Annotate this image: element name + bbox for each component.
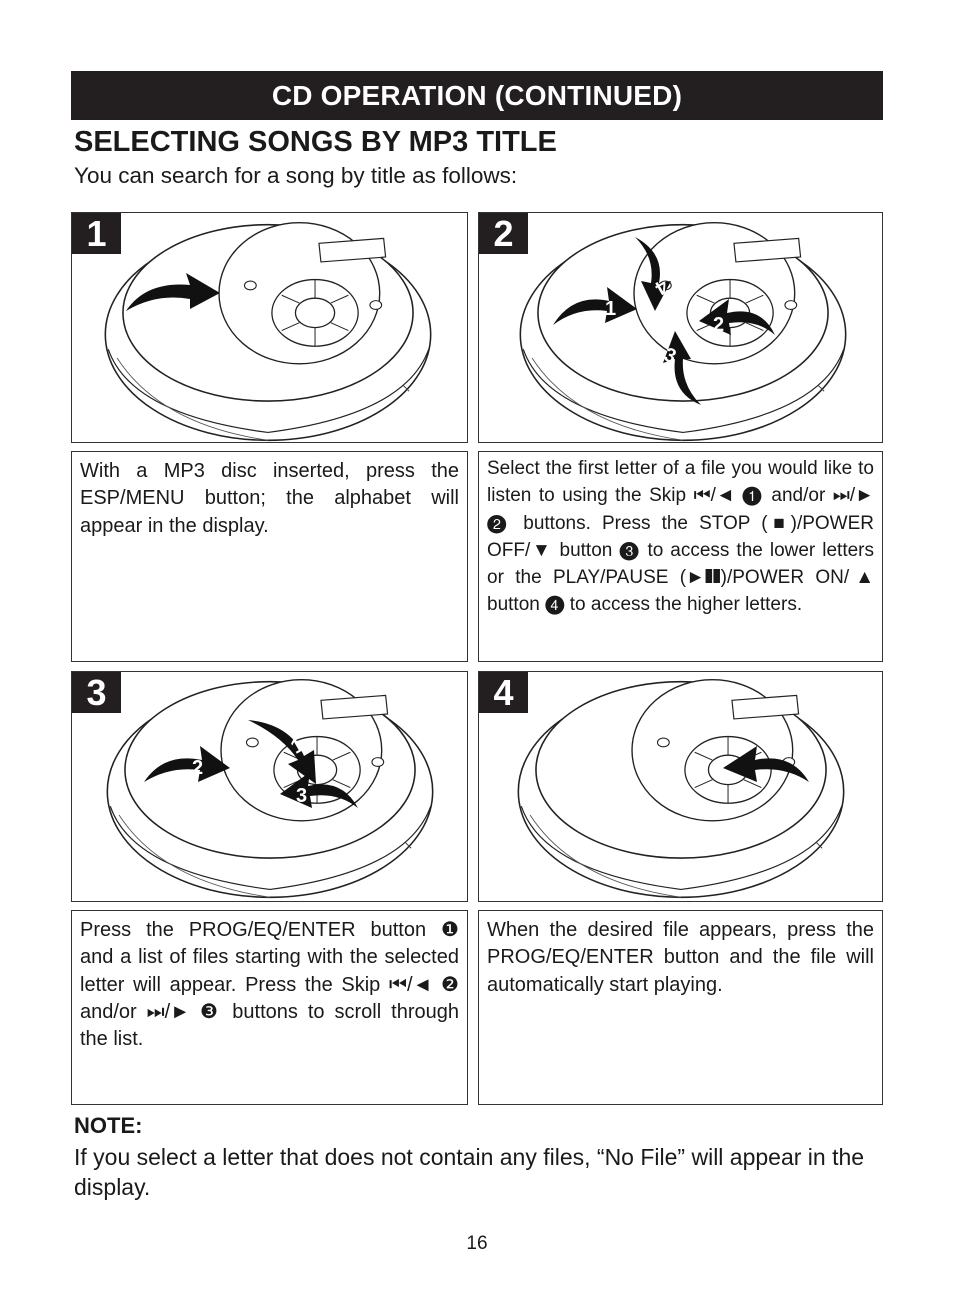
- step-1-description: [71, 451, 468, 662]
- step-3-text: Press the PROG/EQ/ENTER button ❶ and a list of files starting with the selected letter will appear. Press the Skip ⏮/◄ ❷ and/or ⏭/► ❸ buttons to scroll through the list.: [80, 919, 459, 1051]
- note-label: NOTE:: [74, 1113, 143, 1138]
- step-2-callout-4: 4: [651, 274, 672, 300]
- step-1-badge: 1: [72, 213, 121, 254]
- step-2-badge: 2: [479, 213, 528, 254]
- intro-text: You can search for a song by title as follows:: [74, 163, 518, 188]
- step-2-description: [478, 451, 883, 662]
- step-3-callout-2: 2: [192, 757, 204, 779]
- page-number: 16: [466, 1233, 488, 1254]
- section-banner: [71, 71, 883, 120]
- step-3-illustration: [71, 671, 468, 902]
- step-4-badge: 4: [479, 672, 528, 713]
- step-4-description: [478, 910, 883, 1105]
- step-4-text: When the desired file appears, press the PROG/EQ/ENTER button and the file will automatically start playing.: [487, 919, 874, 996]
- step-2-text: Select the first letter of a file you would like to listen to using the Skip ⏮/◄ ❶ and/or ⏭/► ❷ buttons. Press the STOP (■)/POWER OFF/▼ button ❸ to access the lower letters or the PLAY/PAUSE (►❚❚)/POWER ON/▲ button ❹ to access the higher letters.: [487, 458, 874, 616]
- step-4-illustration: [478, 671, 883, 902]
- step-3-callout-3: 3: [296, 785, 308, 807]
- step-3-badge: 3: [72, 672, 121, 713]
- step-2-callout-1: 1: [605, 298, 617, 320]
- banner-title: CD OPERATION (CONTINUED): [271, 79, 683, 111]
- step-1-illustration: [71, 212, 468, 443]
- step-2-callout-2: 2: [713, 314, 725, 336]
- step-3-callout-1: 1: [287, 733, 308, 759]
- note-text: If you select a letter that does not contain any files, “No File” will appear in the display.: [74, 1144, 865, 1200]
- step-2-callout-3: 3: [661, 343, 680, 369]
- step-2-illustration: [478, 212, 883, 443]
- step-3-description: [71, 910, 468, 1105]
- section-title: SELECTING SONGS BY MP3 TITLE: [74, 126, 557, 158]
- step-1-text: With a MP3 disc inserted, press the ESP/MENU button; the alphabet will appear in the display.: [80, 460, 459, 537]
